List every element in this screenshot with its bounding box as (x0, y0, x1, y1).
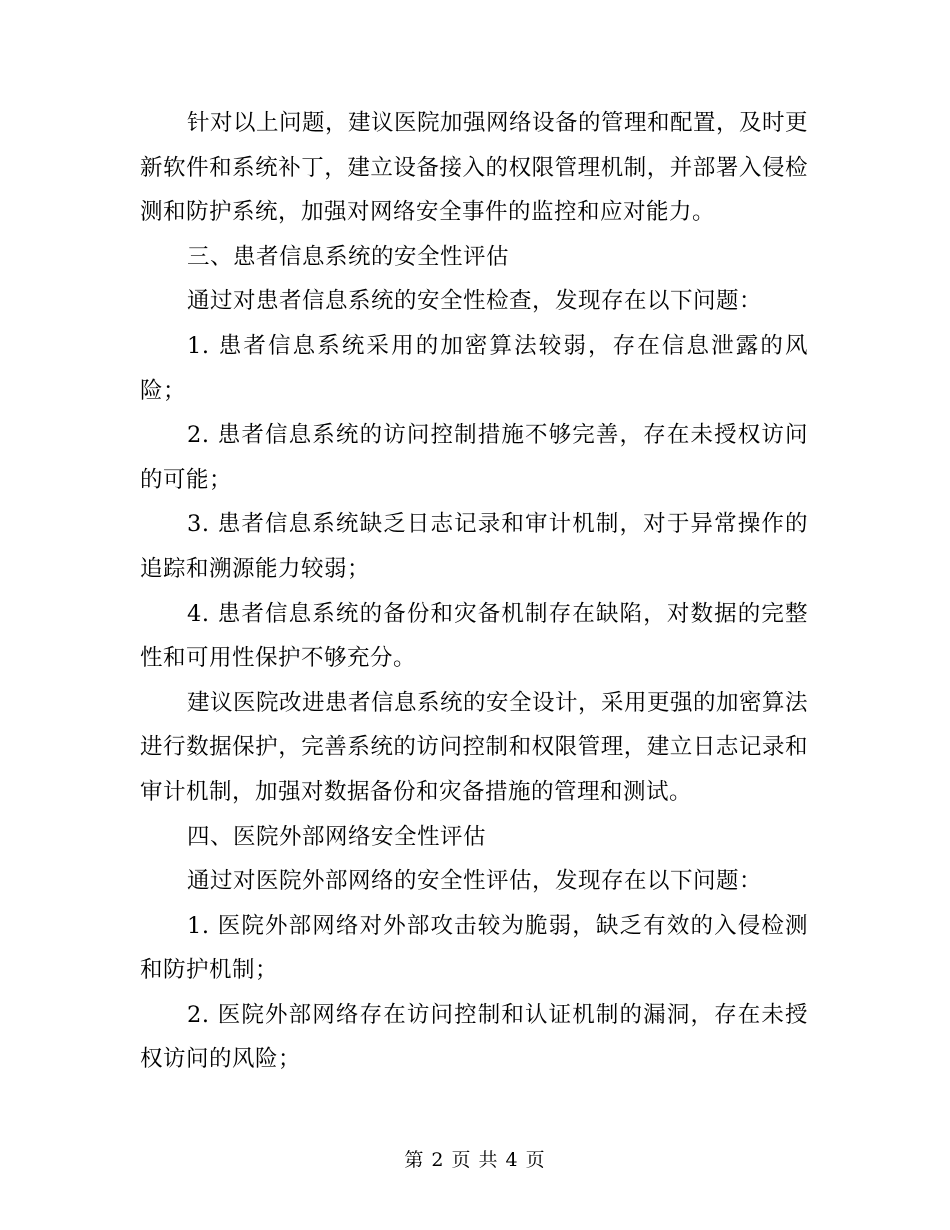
list-item-patient-2: 2. 患者信息系统的访问控制措施不够完善，存在未授权访问的可能； (140, 422, 808, 493)
list-item-external-1: 1. 医院外部网络对外部攻击较为脆弱，缺乏有效的入侵检测和防护机制； (140, 912, 808, 984)
list-item-patient-4: 4. 患者信息系统的备份和灾备机制存在缺陷，对数据的完整性和可用性保护不够充分。 (140, 600, 808, 672)
paragraph-patient-intro: 通过对患者信息系统的安全性检查，发现存在以下问题： (187, 288, 763, 315)
list-item-external-2: 2. 医院外部网络存在访问控制和认证机制的漏洞，存在未授权访问的风险； (140, 1001, 808, 1073)
paragraph-external-intro: 通过对医院外部网络的安全性评估，发现存在以下问题： (187, 868, 763, 895)
paragraph-recommendation-patient: 建议医院改进患者信息系统的安全设计，采用更强的加密算法进行数据保护，完善系统的访问控制和权限管理，建立日志记录和审计机制，加强对数据备份和灾备措施的管理和测试。 (140, 689, 809, 805)
list-item-patient-3: 3. 患者信息系统缺乏日志记录和审计机制，对于异常操作的追踪和溯源能力较弱； (140, 511, 808, 582)
section-heading-external-network: 四、医院外部网络安全性评估 (187, 823, 487, 850)
document-body (140, 101, 808, 1082)
list-item-patient-1: 1. 患者信息系统采用的加密算法较弱，存在信息泄露的风险； (140, 332, 808, 404)
page-number-footer: 第 2 页 共 4 页 (404, 1149, 546, 1171)
section-heading-patient-info-system: 三、患者信息系统的安全性评估 (187, 243, 510, 270)
paragraph-recommendation-network: 针对以上问题，建议医院加强网络设备的管理和配置，及时更新软件和系统补丁，建立设备接入的权限管理机制，并部署入侵检测和防护系统，加强对网络安全事件的监控和应对能力。 (140, 110, 809, 226)
